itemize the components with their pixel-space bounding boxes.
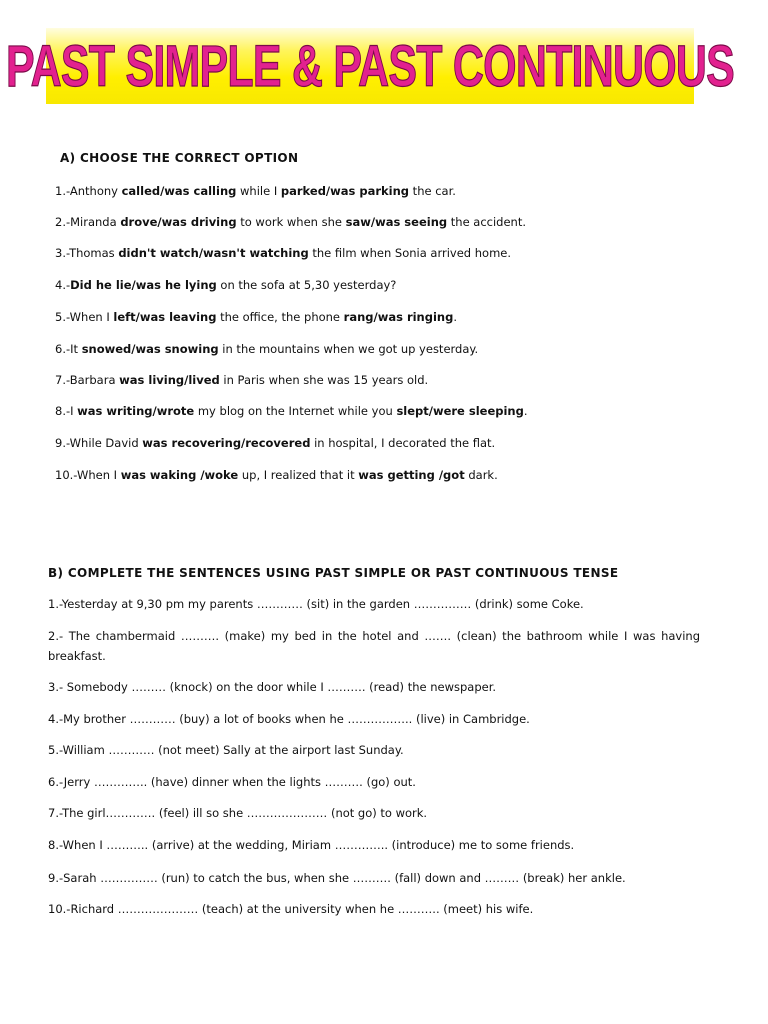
answer-option: rang/was ringing — [343, 310, 454, 324]
section-b-item: 1.-Yesterday at 9,30 pm my parents ………… (sit) in the garden …………… (drink) some Coke. — [48, 597, 584, 611]
sentence-text: . — [453, 310, 457, 324]
section-b-item-continuation: breakfast. — [48, 649, 106, 663]
sentence-text: in hospital, I decorated the flat. — [310, 436, 496, 450]
section-b-item: 3.- Somebody ……… (knock) on the door while I ………. (read) the newspaper. — [48, 680, 497, 694]
sentence-text: up, I realized that it — [238, 468, 359, 482]
section-b-item-line: 2.- The chambermaid ………. (make) my bed in the hotel and ……. (clean) the bathroom while I was having — [48, 629, 700, 643]
sentence-text: in the mountains when we got up yesterday. — [218, 342, 479, 356]
section-a-item — [55, 404, 528, 418]
sentence-text: 10.-When I — [55, 468, 121, 482]
sentence-text: 7.-Barbara — [55, 373, 120, 387]
section-a-item — [55, 278, 396, 292]
sentence-text: dark. — [464, 468, 498, 482]
section-a-item — [55, 436, 495, 450]
section-b-item: 4.-My brother ………… (buy) a lot of books when he …………….. (live) in Cambridge. — [48, 712, 530, 726]
section-a-item — [55, 184, 456, 198]
sentence-text: while I — [236, 184, 281, 198]
answer-option: called/was calling — [121, 184, 237, 198]
answer-option: left/was leaving — [113, 310, 217, 324]
sentence-text: 6.-It — [55, 342, 82, 356]
answer-option: snowed/was snowing — [81, 342, 219, 356]
sentence-text: the film when Sonia arrived home. — [308, 246, 512, 260]
section-a-item — [55, 342, 478, 356]
sentence-text: 9.-While David — [55, 436, 143, 450]
section-b-item: 5.-William ………… (not meet) Sally at the airport last Sunday. — [48, 743, 404, 757]
sentence-text: 2.-Miranda — [55, 215, 121, 229]
sentence-text: 1.-Anthony — [55, 184, 122, 198]
answer-option: saw/was seeing — [345, 215, 448, 229]
section-a-heading: A) CHOOSE THE CORRECT OPTION — [60, 151, 299, 165]
answer-option: was living/lived — [119, 373, 220, 387]
section-a-item — [55, 246, 511, 260]
answer-option: was getting /got — [358, 468, 465, 482]
answer-option: parked/was parking — [280, 184, 410, 198]
section-b-item: 10.-Richard ………………… (teach) at the university when he ……….. (meet) his wife. — [48, 902, 534, 916]
sentence-text: 3.-Thomas — [55, 246, 119, 260]
sentence-text: 4.- — [55, 278, 71, 292]
section-a-item — [55, 310, 457, 324]
section-b-item: 7.-The girl…………. (feel) ill so she ………………… (not go) to work. — [48, 806, 428, 820]
answer-option: Did he lie/was he lying — [70, 278, 217, 292]
answer-option: didn't watch/wasn't watching — [118, 246, 309, 260]
title-banner — [5, 28, 735, 104]
sentence-text: . — [523, 404, 528, 418]
sentence-text: the office, the phone — [216, 310, 344, 324]
sentence-text: 5.-When I — [55, 310, 114, 324]
answer-option: drove/was driving — [120, 215, 237, 229]
sentence-text: my blog on the Internet while you — [194, 404, 397, 418]
answer-option: was recovering/recovered — [142, 436, 311, 450]
section-b-item: 6.-Jerry ………….. (have) dinner when the lights ………. (go) out. — [48, 775, 416, 789]
section-a-item — [55, 373, 428, 387]
section-b-item: 9.-Sarah …………… (run) to catch the bus, when she ………. (fall) down and ……… (break) her ankle. — [48, 871, 626, 885]
worksheet-title: PAST SIMPLE & PAST CONTINUOUS — [5, 33, 735, 99]
answer-option: was waking /woke — [120, 468, 239, 482]
sentence-text: the accident. — [447, 215, 527, 229]
section-a-item — [55, 468, 498, 482]
sentence-text: on the sofa at 5,30 yesterday? — [216, 278, 397, 292]
sentence-text: 8.-I — [55, 404, 78, 418]
sentence-text: in Paris when she was 15 years old. — [219, 373, 429, 387]
section-b-heading: B) COMPLETE THE SENTENCES USING PAST SIMPLE OR PAST CONTINUOUS TENSE — [48, 566, 619, 580]
answer-option: slept/were sleeping — [396, 404, 524, 418]
section-b-item: 8.-When I ……….. (arrive) at the wedding, Miriam ………….. (introduce) me to some friends. — [48, 838, 575, 852]
section-a-item — [55, 215, 526, 229]
sentence-text: the car. — [409, 184, 456, 198]
answer-option: was writing/wrote — [77, 404, 195, 418]
sentence-text: to work when she — [236, 215, 346, 229]
